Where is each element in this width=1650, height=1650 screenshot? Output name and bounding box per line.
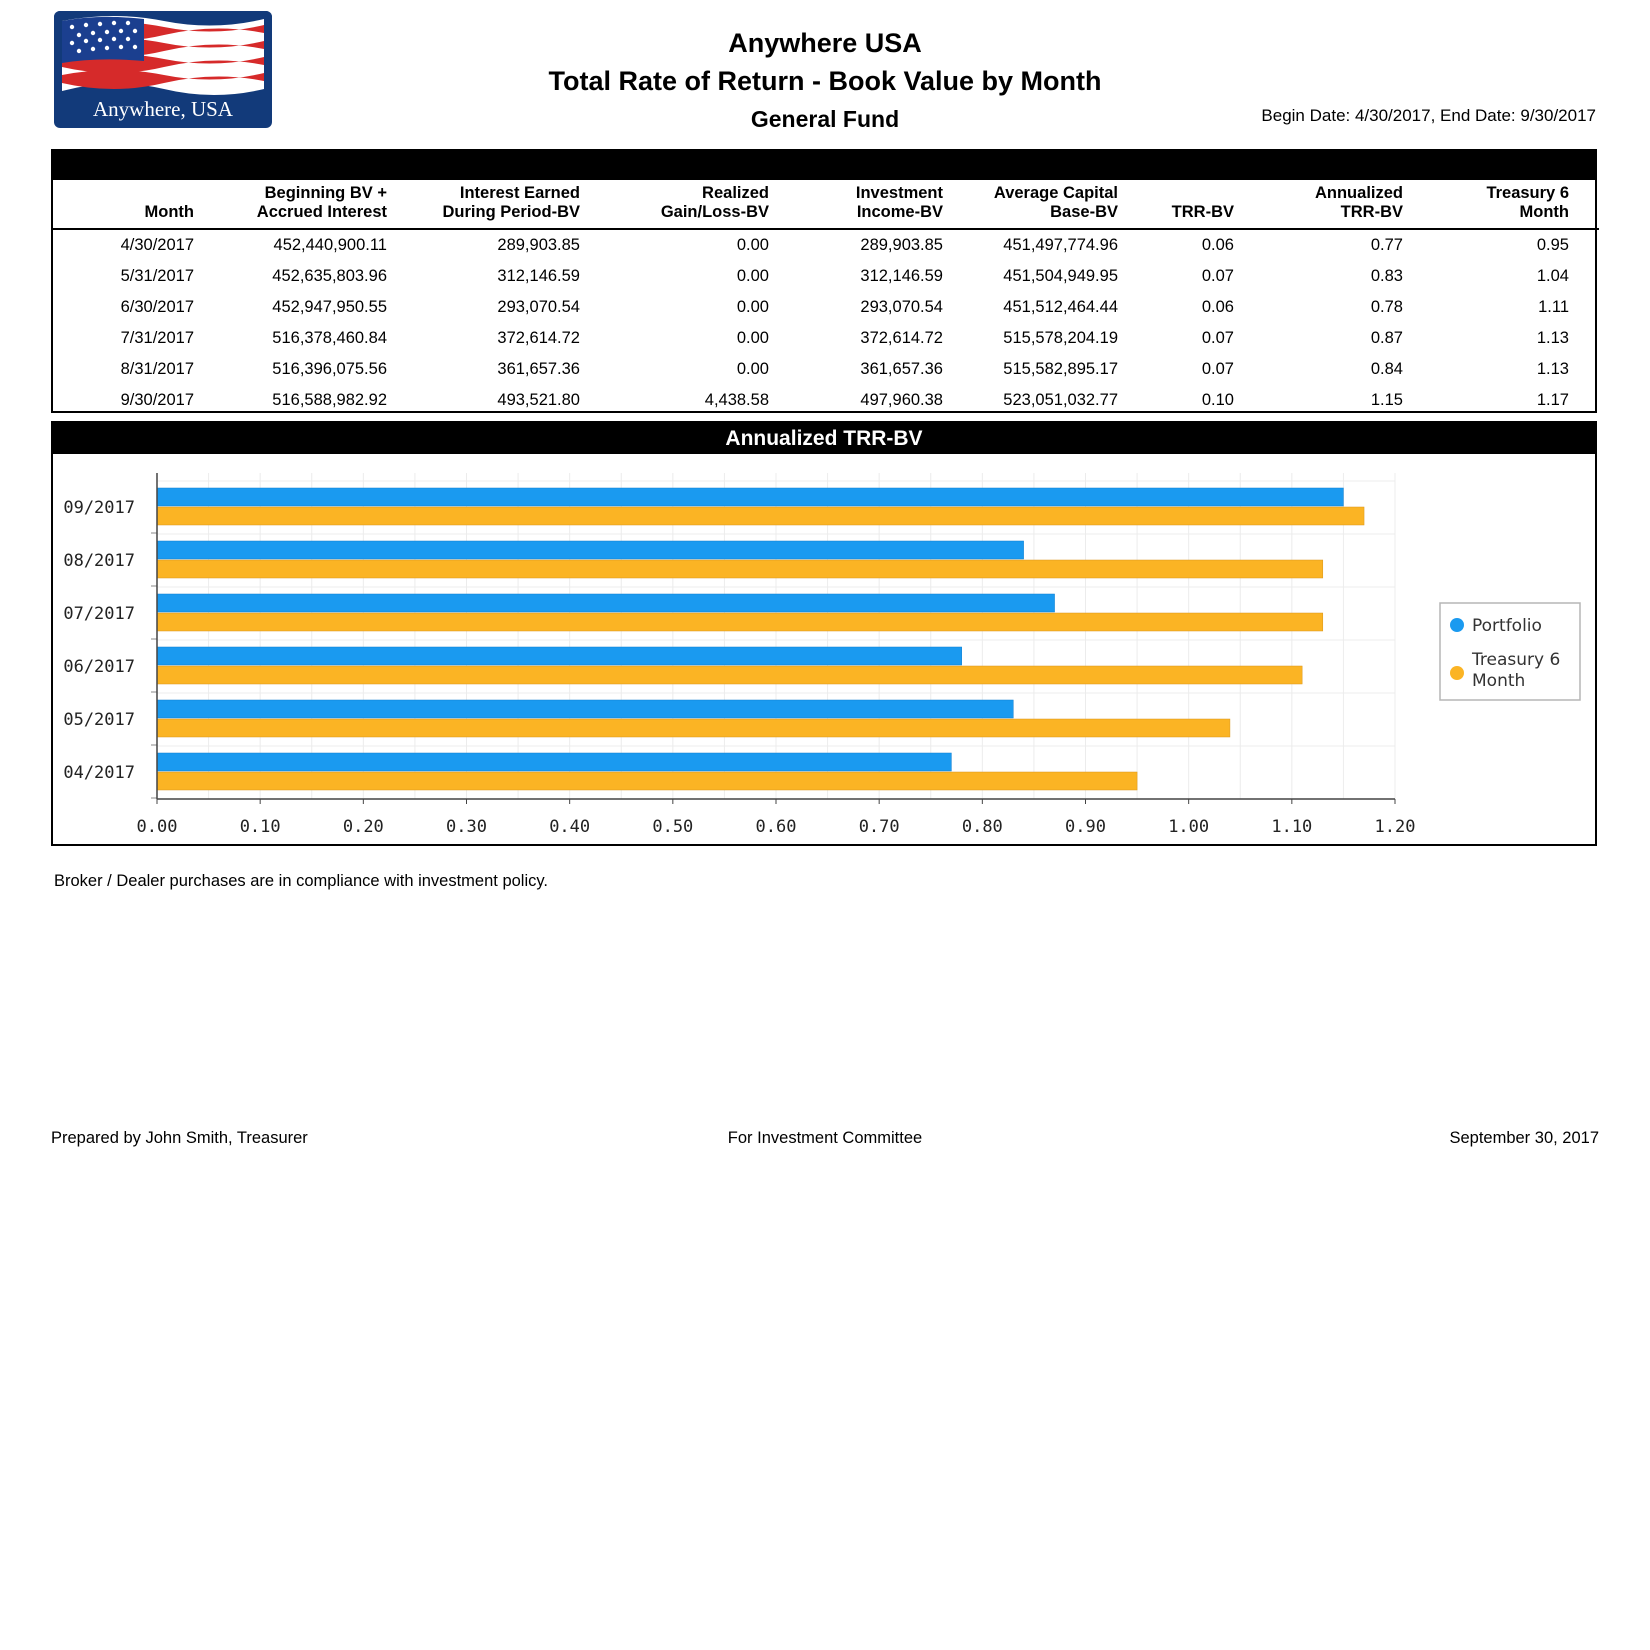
table-cell: 0.10	[1201, 391, 1234, 409]
bar-chart	[51, 421, 1597, 846]
legend-label-treasury: Treasury 6 Month	[1472, 650, 1561, 691]
bar-portfolio	[157, 700, 1013, 718]
table-cell: 0.00	[736, 267, 769, 285]
table-cell: 0.00	[736, 236, 769, 254]
table-cell: 312,146.59	[497, 267, 580, 285]
table-cell: 4/30/2017	[120, 236, 194, 254]
column-header: Month	[53, 180, 194, 229]
table-cell: 0.84	[1370, 360, 1403, 378]
table-row	[53, 229, 1599, 261]
bar-portfolio	[157, 541, 1024, 559]
table-header-bar	[53, 151, 1595, 180]
column-header: Realized Gain/Loss-BV	[580, 180, 769, 229]
column-header: Annualized TRR-BV	[1234, 180, 1403, 229]
table-cell: 0.00	[736, 360, 769, 378]
table-cell: 0.07	[1201, 329, 1234, 347]
table-cell: 0.95	[1536, 236, 1569, 254]
x-tick-label: 0.40	[549, 817, 591, 837]
table-row	[53, 385, 1599, 416]
bar-portfolio	[157, 647, 962, 665]
bar-portfolio	[157, 594, 1055, 612]
column-header: Investment Income-BV	[769, 180, 943, 229]
table-cell: 372,614.72	[497, 329, 580, 347]
returns-table-panel	[51, 149, 1597, 413]
x-tick-label: 1.00	[1168, 817, 1210, 837]
table-cell: 361,657.36	[860, 360, 943, 378]
y-tick-label: 04/2017	[63, 763, 135, 783]
bar-treasury-6-month	[157, 666, 1302, 684]
table-cell: 6/30/2017	[120, 298, 194, 316]
x-tick-label: 0.10	[239, 817, 281, 837]
table-cell: 293,070.54	[497, 298, 580, 316]
x-tick-label: 0.50	[652, 817, 694, 837]
logo-text: Anywhere, USA	[93, 97, 233, 121]
table-cell: 0.07	[1201, 267, 1234, 285]
y-tick-label: 05/2017	[63, 710, 135, 730]
x-tick-label: 0.30	[446, 817, 487, 837]
x-tick-label: 0.20	[342, 817, 384, 837]
table-cell: 7/31/2017	[120, 329, 194, 347]
bar-treasury-6-month	[157, 719, 1230, 737]
column-header: Interest Earned During Period-BV	[387, 180, 580, 229]
y-tick-label: 06/2017	[63, 657, 135, 677]
table-cell: 0.06	[1201, 236, 1234, 254]
chart-title: Annualized TRR-BV	[53, 423, 1595, 454]
report-subtitle: Total Rate of Return - Book Value by Month	[548, 66, 1102, 96]
table-cell: 451,497,774.96	[1003, 236, 1118, 254]
x-tick-label: 0.80	[961, 817, 1003, 837]
table-cell: 1.15	[1370, 391, 1403, 409]
table-cell: 1.11	[1538, 298, 1569, 316]
table-cell: 5/31/2017	[120, 267, 194, 285]
table-cell: 293,070.54	[860, 298, 943, 316]
table-cell: 516,396,075.56	[272, 360, 387, 378]
legend-label-portfolio: Portfolio	[1472, 616, 1542, 636]
table-cell: 523,051,032.77	[1003, 391, 1118, 409]
table-cell: 0.00	[736, 329, 769, 347]
date-range: Begin Date: 4/30/2017, End Date: 9/30/2017	[1261, 106, 1596, 125]
legend-marker-portfolio	[1450, 618, 1464, 632]
table-cell: 516,378,460.84	[272, 329, 387, 347]
table-cell: 372,614.72	[860, 329, 943, 347]
table-cell: 516,588,982.92	[272, 391, 387, 409]
table-cell: 0.87	[1370, 329, 1403, 347]
table-row	[53, 292, 1599, 323]
table-body	[53, 229, 1599, 416]
table-cell: 451,512,464.44	[1003, 298, 1118, 316]
table-cell: 1.13	[1536, 329, 1569, 347]
legend-marker-treasury	[1450, 666, 1464, 680]
table-cell: 8/31/2017	[120, 360, 194, 378]
fund-name: General Fund	[750, 106, 900, 132]
bar-portfolio	[157, 488, 1343, 506]
table-cell: 452,635,803.96	[272, 267, 387, 285]
table-cell: 497,960.38	[860, 391, 943, 409]
footer-date: September 30, 2017	[1449, 1129, 1599, 1147]
table-cell: 452,947,950.55	[272, 298, 387, 316]
x-tick-label: 0.60	[755, 817, 797, 837]
table-cell: 361,657.36	[497, 360, 580, 378]
table-cell: 451,504,949.95	[1003, 267, 1118, 285]
table-cell: 493,521.80	[497, 391, 580, 409]
table-cell: 312,146.59	[860, 267, 943, 285]
table-cell: 0.00	[736, 298, 769, 316]
table-cell: 1.17	[1536, 391, 1569, 409]
x-tick-label: 0.00	[136, 817, 178, 837]
compliance-note: Broker / Dealer purchases are in compliance with investment policy.	[54, 872, 548, 890]
table-header-row	[53, 180, 1599, 229]
table-cell: 0.06	[1201, 298, 1234, 316]
table-cell: 289,903.85	[860, 236, 943, 254]
footer-audience: For Investment Committee	[727, 1129, 923, 1147]
table-cell: 0.78	[1370, 298, 1403, 316]
bar-treasury-6-month	[157, 613, 1323, 631]
column-header: Beginning BV + Accrued Interest	[194, 180, 387, 229]
footer-prepared-by: Prepared by John Smith, Treasurer	[51, 1129, 308, 1147]
column-header: Average Capital Base-BV	[943, 180, 1118, 229]
x-tick-label: 1.10	[1271, 817, 1313, 837]
x-tick-label: 0.90	[1065, 817, 1106, 837]
bar-treasury-6-month	[157, 507, 1364, 525]
table-cell: 1.04	[1536, 267, 1569, 285]
bar-portfolio	[157, 753, 951, 771]
table-cell: 515,578,204.19	[1003, 329, 1118, 347]
bar-treasury-6-month	[157, 560, 1323, 578]
table-cell: 4,438.58	[704, 391, 769, 409]
table-row	[53, 261, 1599, 292]
x-tick-label: 1.20	[1374, 817, 1416, 837]
table-row	[53, 323, 1599, 354]
table-cell: 289,903.85	[497, 236, 580, 254]
column-header: TRR-BV	[1118, 180, 1234, 229]
table-cell: 0.77	[1370, 236, 1403, 254]
table-cell: 1.13	[1536, 360, 1569, 378]
report-title: Anywhere USA	[728, 28, 922, 58]
y-tick-label: 07/2017	[63, 604, 135, 624]
table-cell: 452,440,900.11	[273, 236, 387, 254]
returns-table	[53, 180, 1599, 416]
y-tick-label: 08/2017	[63, 551, 135, 571]
chart-panel	[51, 421, 1597, 846]
table-cell: 0.07	[1201, 360, 1234, 378]
table-row	[53, 354, 1599, 385]
table-cell: 0.83	[1370, 267, 1403, 285]
column-header: Treasury 6 Month	[1403, 180, 1599, 229]
table-cell: 9/30/2017	[120, 391, 194, 409]
table-cell: 515,582,895.17	[1003, 360, 1118, 378]
x-tick-label: 0.70	[858, 817, 900, 837]
y-tick-label: 09/2017	[63, 498, 135, 518]
bar-treasury-6-month	[157, 772, 1137, 790]
